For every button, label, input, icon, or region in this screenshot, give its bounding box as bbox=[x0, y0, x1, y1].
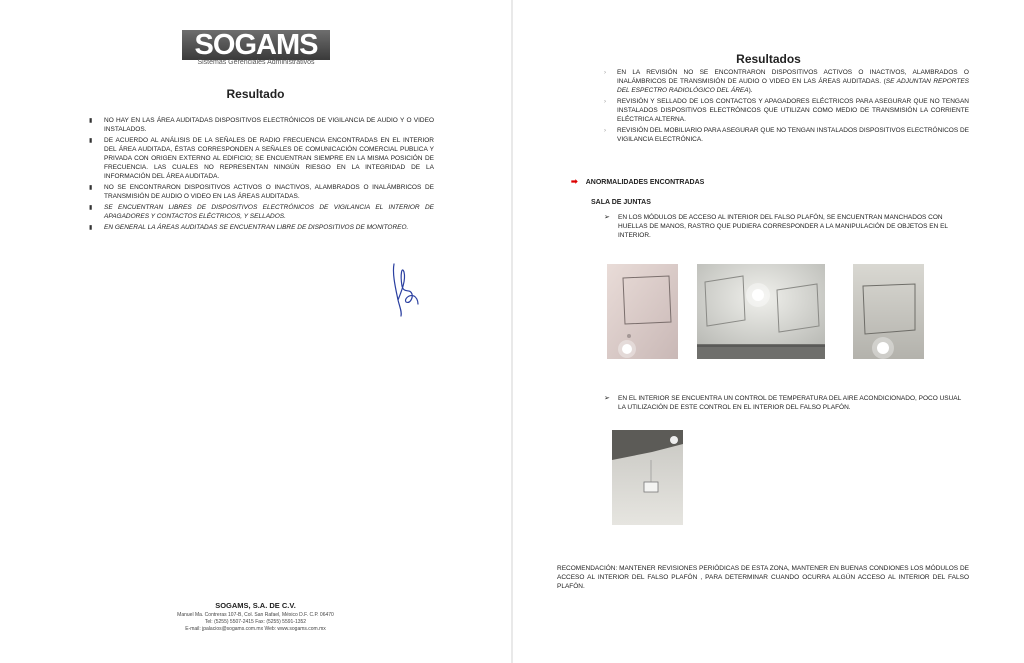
review-item: › REVISIÓN DEL MOBILIARIO PARA ASEGURAR QUE NO TENGAN INSTALADOS DISPOSITIVOS ELECTRÓNICOS DE VIGILANCIA ELECTRÓNICA. bbox=[604, 127, 969, 143]
arrow-right-icon: ➡ bbox=[571, 177, 578, 186]
bullet-icon: ▮ bbox=[89, 118, 93, 124]
arrowhead-icon: ➢ bbox=[604, 395, 610, 402]
review-item: › REVISIÓN Y SELLADO DE LOS CONTACTOS Y APAGADORES ELÉCTRICOS PARA ASEGURAR QUE NO TENGAN INSTALADOS DISPOSITIVOS ELECTRÓNICOS QUE UTILIZAN COMO MEDIO DE TRANSMISIÓN LA CORRIENTE ELÉCTRICA ALTERNA. bbox=[604, 98, 969, 123]
logo-word: SOGAMS bbox=[182, 30, 330, 60]
signature-icon bbox=[388, 260, 420, 318]
ceiling-photo-1 bbox=[607, 264, 678, 359]
logo-subtitle: Sistemas Gerenciales Administrativos bbox=[197, 59, 315, 66]
result-item: ▮ NO HAY EN LAS ÁREA AUDITADAS DISPOSITIVOS ELECTRÓNICOS DE VIGILANCIA DE AUDIO Y O VIDEO INSTALADOS. bbox=[89, 117, 434, 133]
finding-2: ➢ EN EL INTERIOR SE ENCUENTRA UN CONTROL DE TEMPERATURA DEL AIRE ACONDICIONADO, POCO USUAL LA UTILIZACIÓN DE ESTE CONTROL EN EL INTERIOR DEL FALSO PLAFÓN. bbox=[604, 395, 961, 411]
ceiling-photo-2 bbox=[697, 264, 825, 359]
result-item: ▮ EN GENERAL LA ÁREAS AUDITADAS SE ENCUENTRAN LIBRE DE DISPOSITIVOS DE MONITOREO. bbox=[89, 224, 409, 231]
bullet-icon: ▮ bbox=[89, 138, 93, 144]
bullet-icon: ▮ bbox=[89, 205, 93, 211]
chevron-right-icon: › bbox=[604, 128, 606, 134]
room-heading: SALA DE JUNTAS bbox=[591, 199, 651, 206]
footer-address: Manuel Ma. Contreras 107-B, Col. San Rafael, México D.F. C.P. 06470 bbox=[177, 612, 334, 618]
results-list bbox=[89, 116, 434, 234]
finding-1: ➢ EN LOS MÓDULOS DE ACCESO AL INTERIOR DEL FALSO PLAFÓN, SE ENCUENTRAN MANCHADOS CON HUELLAS DE MANOS, RASTRO QUE PUDIERA CORRESPONDER A LA MANIPULACIÓN DE OBJETOS EN EL INTERIOR. bbox=[604, 214, 948, 239]
footer-contact: E-mail: jpalacios@sogams.com.mx Web: www.sogams.com.mx bbox=[185, 626, 326, 632]
right-page-title: Resultados bbox=[736, 52, 801, 66]
bullet-icon: ▮ bbox=[89, 225, 93, 231]
right-page bbox=[513, 0, 1024, 663]
left-page-title: Resultado bbox=[226, 87, 285, 101]
footer-phone: Tel: (5255) 5507-2415 Fax: (5255) 5591-1352 bbox=[204, 619, 307, 625]
thermostat-photo bbox=[612, 430, 683, 525]
result-item: ▮ NO SE ENCONTRARON DISPOSITIVOS ACTIVOS O INACTIVOS, ALAMBRADOS O INALÁMBRICOS DE TRANSMISIÓN DE AUDIO O VIDEO EN LAS ÁREAS AUDITADAS. bbox=[89, 184, 434, 200]
arrowhead-icon: ➢ bbox=[604, 214, 610, 221]
review-item: › EN LA REVISIÓN NO SE ENCONTRARON DISPOSITIVOS ACTIVOS O INACTIVOS, ALAMBRADOS O INALÁMBRICOS DE TRANSMISIÓN DE AUDIO O VIDEO EN LAS ÁREAS AUDITADAS. (SE ADJUNTAN REPORTES DEL ESPECTRO RADIOLÓGICO DEL ÁREA). bbox=[604, 69, 969, 94]
result-item: ▮ DE ACUERDO AL ANÁLISIS DE LA SEÑALES DE RADIO FRECUENCIA ENCONTRADAS EN EL INTERIOR DEL ÁREA AUDITADA, ÉSTAS CORRESPONDEN A SEÑALES DE COMUNICACIÓN COMERCIAL PUBLICA Y PRIVADA CON ORIGEN EXTERNO AL EDIFICIO; SE ENCUENTRAN SIEMPRE EN LA MISMA POSICIÓN DE FRECUENCIA. LAS CUALES NO REPRESENTAN NINGÚN RIESGO EN LA INTEGRIDAD DE LA INFORMACIÓN DEL ÁREA AUDITADA. bbox=[89, 137, 434, 180]
review-list bbox=[604, 68, 969, 146]
italic-note: SE ADJUNTAN REPORTES DEL ESPECTRO RADIOLÓGICO DEL ÁREA bbox=[617, 78, 969, 94]
chevron-right-icon: › bbox=[604, 99, 606, 105]
footer-company: SOGAMS, S.A. DE C.V. bbox=[215, 601, 296, 610]
left-page bbox=[0, 0, 511, 663]
sogams-logo bbox=[182, 30, 330, 66]
chevron-right-icon: › bbox=[604, 70, 606, 76]
ceiling-photo-3 bbox=[853, 264, 924, 359]
bullet-icon: ▮ bbox=[89, 185, 93, 191]
anomalies-heading: ➡ ANORMALIDADES ENCONTRADAS bbox=[571, 177, 705, 186]
result-item: ▮ SE ENCUENTRAN LIBRES DE DISPOSITIVOS ELECTRÓNICOS DE VIGILANCIA EL INTERIOR DE APAGADORES Y CONTACTOS ELÉCTRICOS, Y SELLADOS. bbox=[89, 204, 434, 220]
recommendation: RECOMENDACIÓN: MANTENER REVISIONES PERIÓDICAS DE ESTA ZONA, MANTENER EN BUENAS CONDIONES LOS MÓDULOS DE ACCESO AL INTERIOR DEL FALSO PLAFÓN , PARA DETERMINAR CUANDO OCURRA ALGÚN ACCESO AL INTERIOR DEL FALSO PLAFÓN. bbox=[557, 565, 969, 590]
